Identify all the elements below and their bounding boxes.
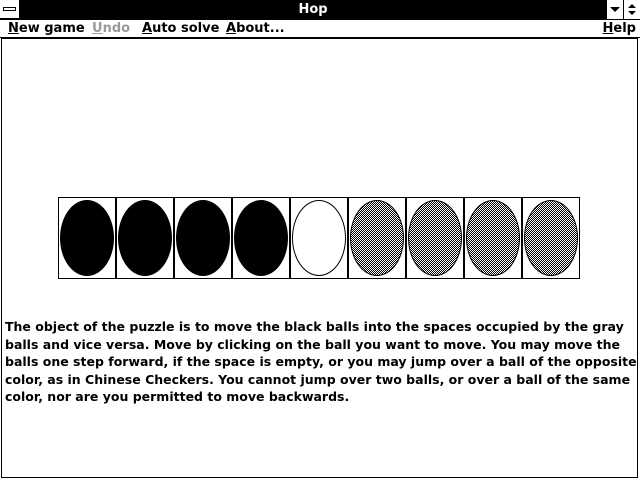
gray-ball[interactable]: [350, 200, 404, 276]
instructions-text: The object of the puzzle is to move the black balls into the spaces occupied by the gray balls and vice versa. Move by clicking on the ball you want to move. You may move the balls one step forward, if the space is empty, or you may jump over a ball of the opposite color, as in Chinese Checkers. You cannot jump over two balls, or over a ball of the same color, nor are you permitted to move backwards.: [5, 319, 637, 404]
gray-ball[interactable]: [408, 200, 462, 276]
maximize-button[interactable]: [623, 0, 640, 19]
minimize-arrow-icon: [607, 0, 623, 19]
system-menu-icon[interactable]: [0, 0, 20, 19]
board-cell-3[interactable]: [174, 197, 232, 279]
gray-ball[interactable]: [466, 200, 520, 276]
menu-new-game[interactable]: New game: [8, 21, 85, 36]
black-ball[interactable]: [234, 200, 288, 276]
black-ball[interactable]: [176, 200, 230, 276]
title-bar: [0, 0, 640, 20]
board-cell-7[interactable]: [406, 197, 464, 279]
board-cell-1[interactable]: [58, 197, 116, 279]
minimize-button[interactable]: [606, 0, 623, 19]
gray-ball[interactable]: [524, 200, 578, 276]
menu-bar: [0, 20, 640, 38]
board-cell-2[interactable]: [116, 197, 174, 279]
restore-arrows-icon: [624, 0, 640, 19]
menu-help[interactable]: Help: [602, 21, 636, 36]
board-cell-9[interactable]: [522, 197, 580, 279]
window-title: Hop: [298, 2, 328, 17]
menu-auto-solve[interactable]: Auto solve: [142, 21, 220, 36]
menu-undo[interactable]: Undo: [92, 21, 131, 36]
game-board: [58, 197, 581, 279]
board-cell-4[interactable]: [232, 197, 290, 279]
black-ball[interactable]: [118, 200, 172, 276]
empty-space: [292, 200, 346, 276]
board-cell-5[interactable]: [290, 197, 348, 279]
board-cell-6[interactable]: [348, 197, 406, 279]
menu-about[interactable]: About...: [226, 21, 285, 36]
board-cell-8[interactable]: [464, 197, 522, 279]
black-ball[interactable]: [60, 200, 114, 276]
